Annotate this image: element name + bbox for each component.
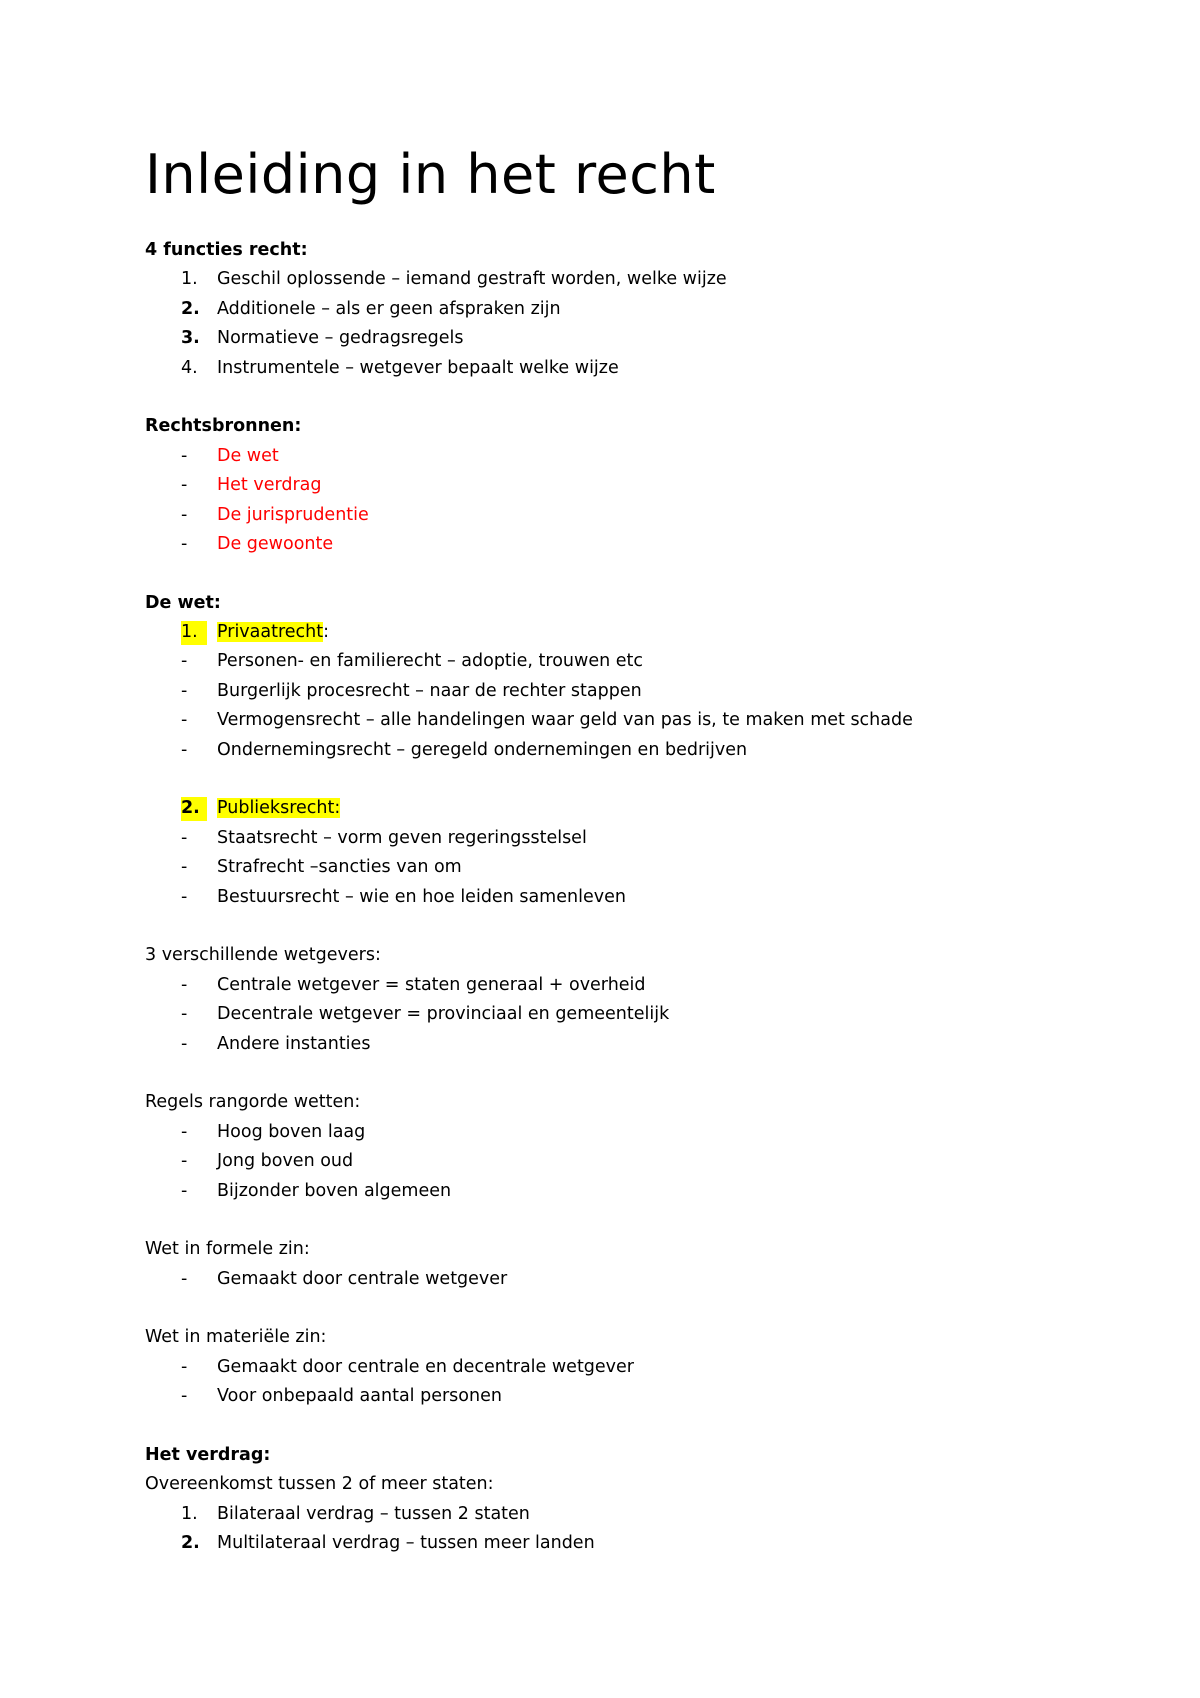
list-item-text: Instrumentele – wetgever bepaalt welke wijze [217,357,619,378]
list-item [145,736,1145,765]
list-item [145,1118,1145,1147]
list-marker: 2. [181,798,200,819]
list-item-text: Decentrale wetgever = provinciaal en gemeentelijk [217,1004,670,1025]
section-heading-formeel: Wet in formele zin: [145,1239,310,1260]
list-item [145,1529,1145,1558]
spacer [145,1294,1145,1323]
list-marker: - [181,1004,188,1025]
section-heading-verdrag: Het verdrag: [145,1445,271,1466]
list-item [145,1500,1145,1529]
document-title: Inleiding in het recht [145,143,716,206]
list-marker: - [181,1268,188,1289]
list-item [145,1353,1145,1382]
highlighted-label: Privaatrecht [217,622,324,643]
section-intro: Overeenkomst tussen 2 of meer staten: [145,1474,494,1495]
list-item-text: Additionele – als er geen afspraken zijn [217,298,561,319]
list-marker: - [181,533,188,554]
list-item-text: Multilateraal verdrag – tussen meer landen [217,1533,595,1554]
list-marker: - [181,1121,188,1142]
list-marker: 2. [181,1533,200,1554]
list-item [145,647,1145,676]
highlighted-label: Publieksrecht: [217,798,341,819]
spacer [145,765,1145,794]
list-item [145,1147,1145,1176]
list-item-text: Hoog boven laag [217,1121,366,1142]
section-heading-wetgevers: 3 verschillende wetgevers: [145,945,381,966]
list-marker: - [181,886,188,907]
section-heading-functies: 4 functies recht: [145,240,308,260]
list-marker: 3. [181,328,200,349]
list-item-text: De gewoonte [217,533,334,554]
list-item [145,530,1145,559]
list-item-text: Strafrecht –sancties van om [217,857,462,878]
list-marker: - [181,1033,188,1054]
list-marker: - [181,445,188,466]
list-marker: - [181,504,188,525]
list-item [145,324,1145,353]
list-item [145,853,1145,882]
list-item-text: Bestuursrecht – wie en hoe leiden samenleven [217,886,626,907]
list-item-text: Gemaakt door centrale en decentrale wetgever [217,1356,634,1377]
subheading-text [217,794,340,823]
list-item [145,971,1145,1000]
list-marker: - [181,974,188,995]
list-marker: - [181,1180,188,1201]
document-body [145,236,1145,1559]
spacer [145,383,1145,412]
list-item-text: De wet [217,445,279,466]
list-item [145,1030,1145,1059]
list-marker: 4. [181,357,198,378]
list-item [145,442,1145,471]
list-item [145,677,1145,706]
list-marker: - [181,827,188,848]
subheading-privaatrecht [145,618,1145,647]
list-item-text: Voor onbepaald aantal personen [217,1386,502,1407]
list-item-text: Vermogensrecht – alle handelingen waar geld van pas is, te maken met schade [217,710,913,731]
subheading-publieksrecht [145,794,1145,823]
list-marker: 1. [181,622,198,643]
subheading-text [217,618,329,647]
list-item-text: Jong boven oud [217,1151,354,1172]
spacer [145,1059,1145,1088]
list-marker: 2. [181,298,200,319]
list-item [145,706,1145,735]
list-item [145,265,1145,294]
list-item [145,883,1145,912]
list-item-text: Andere instanties [217,1033,371,1054]
list-item-text: Het verdrag [217,475,322,496]
list-marker: 1. [181,1503,198,1524]
spacer [145,1206,1145,1235]
label-suffix: : [323,622,330,643]
list-marker: - [181,1151,188,1172]
section-heading-rechtsbronnen: Rechtsbronnen: [145,416,302,437]
spacer [145,1412,1145,1441]
list-item [145,295,1145,324]
list-marker: - [181,739,188,760]
list-item-text: Ondernemingsrecht – geregeld ondernemingen en bedrijven [217,739,748,760]
list-item [145,1000,1145,1029]
list-item-text: Bilateraal verdrag – tussen 2 staten [217,1503,530,1524]
list-item [145,1177,1145,1206]
list-item [145,1382,1145,1411]
spacer [145,912,1145,941]
list-item-text: Personen- en familierecht – adoptie, trouwen etc [217,651,643,672]
list-item [145,1265,1145,1294]
list-item-text: Geschil oplossende – iemand gestraft worden, welke wijze [217,269,727,290]
list-item-text: Normatieve – gedragsregels [217,328,464,349]
list-item-text: Bijzonder boven algemeen [217,1180,452,1201]
list-item-text: Centrale wetgever = staten generaal + overheid [217,974,646,995]
section-heading-materieel: Wet in materiële zin: [145,1327,327,1348]
section-heading-de-wet: De wet: [145,592,221,613]
section-heading-rangorde: Regels rangorde wetten: [145,1092,361,1113]
list-marker: 1. [181,269,198,290]
list-item [145,471,1145,500]
spacer [145,559,1145,588]
list-item [145,824,1145,853]
list-marker: - [181,475,188,496]
list-marker: - [181,680,188,701]
list-marker: - [181,1356,188,1377]
list-marker: - [181,1386,188,1407]
list-marker: - [181,710,188,731]
list-item [145,354,1145,383]
list-marker: - [181,857,188,878]
list-item-text: Burgerlijk procesrecht – naar de rechter stappen [217,680,642,701]
list-item-text: De jurisprudentie [217,504,369,525]
list-marker: - [181,651,188,672]
list-item-text: Gemaakt door centrale wetgever [217,1268,508,1289]
list-item [145,501,1145,530]
list-item-text: Staatsrecht – vorm geven regeringsstelsel [217,827,587,848]
